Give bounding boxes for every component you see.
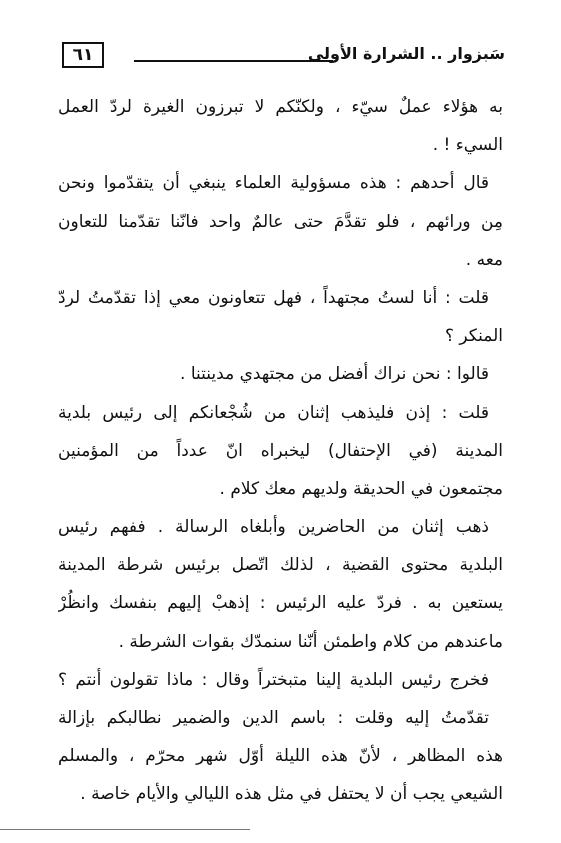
text-line: تقدّمتُ إليه وقلت : باسم الدين والضمير نطالبكم بإزالة <box>58 708 489 728</box>
text-line: البلدية محتوى القضية ، لذلك اتّصل برئيس شرطة المدينة <box>58 555 503 576</box>
text-line: المدينة (في الإحتفال) ليخبراه انّ عدداً من المؤمنين <box>58 440 503 461</box>
text-line: ماعندهم من كلام واطمئن أنّنا سنمدّك بقوات الشرطة . <box>118 631 503 652</box>
text-line: السيء ! . <box>432 135 503 156</box>
text-line: قلت : أنا لستُ مجتهداً ، فهل تتعاونون معي إذا تقدّمتُ لردّ <box>58 287 489 308</box>
footer-rule <box>0 829 250 830</box>
running-title: سَبزوار .. الشرارة الأولى <box>307 44 505 63</box>
text-line: المنكر ؟ <box>444 326 503 347</box>
text-line: ذهب إثنان من الحاضرين وأبلغاه الرسالة . ففهم رئيس <box>58 517 489 538</box>
text-line: قلت : إذن فليذهب إثنان من شُجْعانكم إلى رئيس بلدية <box>58 402 489 423</box>
text-line: به هؤلاء عملٌ سيّء ، ولكنّكم لا تبرزون الغيرة لردّ العمل <box>58 97 503 117</box>
text-line: قال أحدهم : هذه مسؤولية العلماء ينبغي أن يتقدّموا ونحن <box>58 173 489 194</box>
text-line: قالوا : نحن نراك أفضل من مجتهدي مدينتنا . <box>180 364 489 385</box>
text-line: مِن ورائهم ، فلو تقدَّمَ حتى عالمٌ واحد فانّنا تقدّمنا للتعاون <box>58 211 503 232</box>
text-line: يستعين به . فردّ عليه الرئيس : إذهبْ إليهم بنفسك وانظُرْ <box>58 593 503 614</box>
page-header <box>62 42 505 72</box>
text-line: معه . <box>465 249 503 270</box>
text-line: الشيعي يجب أن لا يحتفل في مثل هذه الليالي والأيام خاصة . <box>80 784 503 805</box>
header-rule <box>134 60 333 62</box>
page-number: ٦١ <box>62 42 104 68</box>
page-body <box>58 88 503 814</box>
text-line: هذه المظاهر ، لأنّ هذه الليلة أوّل شهر محرّم ، والمسلم <box>58 746 503 767</box>
text-line: فخرج رئيس البلدية إلينا متبختراً وقال : ماذا تقولون أنتم ؟ <box>58 669 489 690</box>
text-line: مجتمعون في الحديقة ولديهم معك كلام . <box>219 478 503 499</box>
